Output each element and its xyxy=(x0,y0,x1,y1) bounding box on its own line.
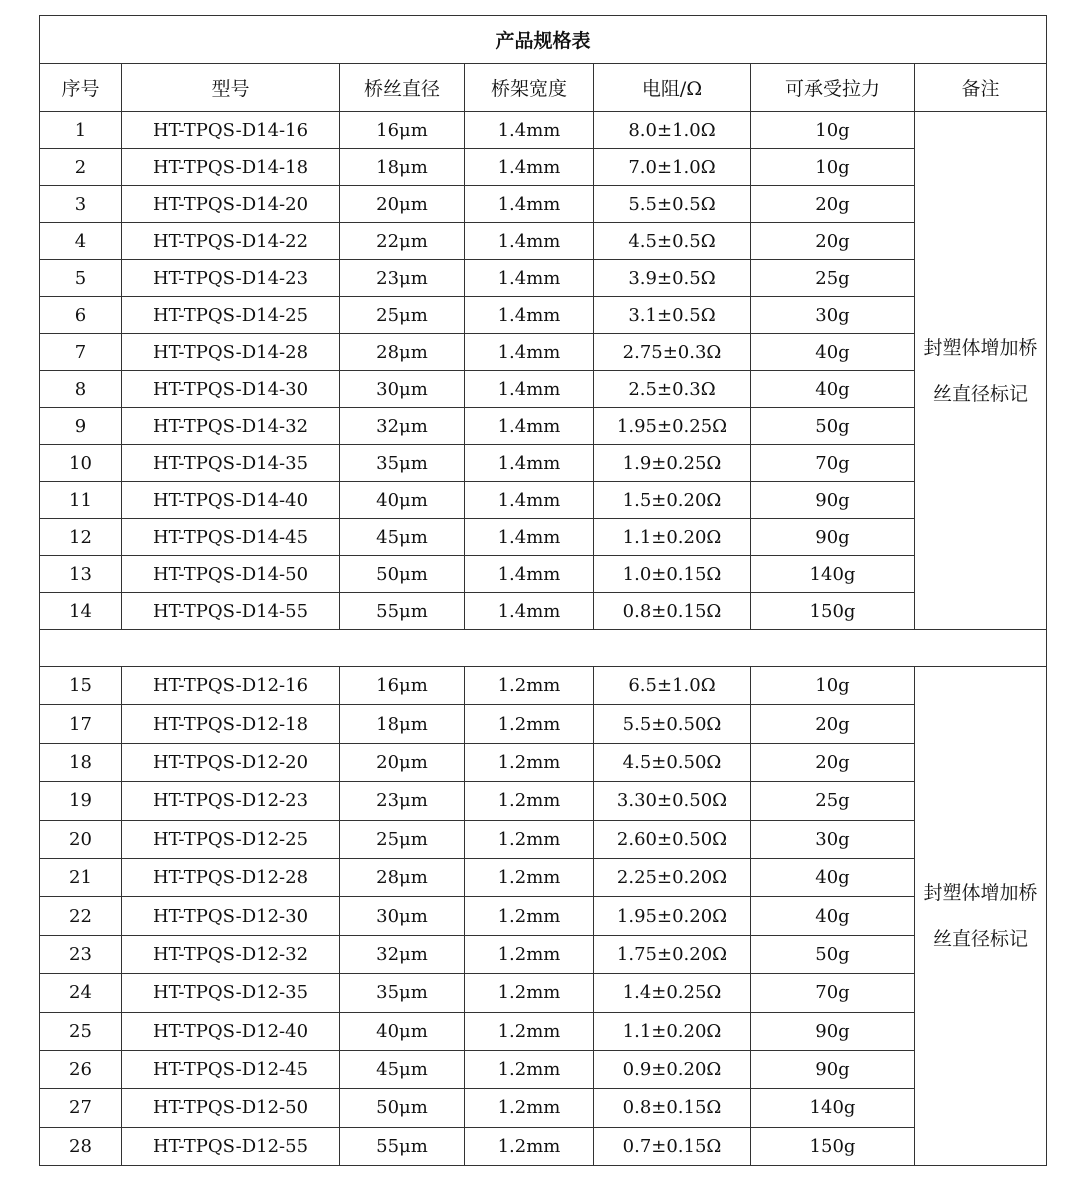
table-row xyxy=(40,935,1047,973)
cell-tensile: 20g xyxy=(751,743,915,781)
cell-model: HT-TPQS-D14-55 xyxy=(122,593,340,630)
cell-tensile: 25g xyxy=(751,260,915,297)
cell-model: HT-TPQS-D14-20 xyxy=(122,186,340,223)
table-row xyxy=(40,743,1047,781)
cell-wire-diameter: 45μm xyxy=(340,519,465,556)
header-wire-diameter: 桥丝直径 xyxy=(340,64,465,112)
cell-wire-diameter: 32μm xyxy=(340,935,465,973)
header-row xyxy=(40,64,1047,112)
table-row xyxy=(40,782,1047,820)
cell-tensile: 90g xyxy=(751,482,915,519)
cell-tensile: 40g xyxy=(751,858,915,896)
table-row xyxy=(40,149,1047,186)
cell-index: 12 xyxy=(40,519,122,556)
cell-tensile: 90g xyxy=(751,1050,915,1088)
cell-wire-diameter: 22μm xyxy=(340,223,465,260)
table-row xyxy=(40,1012,1047,1050)
table-row xyxy=(40,482,1047,519)
cell-resistance: 3.30±0.50Ω xyxy=(594,782,751,820)
remarks-cell: 封塑体增加桥丝直径标记 xyxy=(915,667,1047,1166)
cell-wire-diameter: 23μm xyxy=(340,782,465,820)
cell-index: 1 xyxy=(40,112,122,149)
cell-wire-diameter: 35μm xyxy=(340,445,465,482)
cell-wire-diameter: 40μm xyxy=(340,1012,465,1050)
cell-tensile: 25g xyxy=(751,782,915,820)
cell-tensile: 150g xyxy=(751,1127,915,1165)
cell-tensile: 20g xyxy=(751,186,915,223)
cell-bridge-width: 1.2mm xyxy=(465,974,594,1012)
cell-resistance: 1.0±0.15Ω xyxy=(594,556,751,593)
cell-bridge-width: 1.2mm xyxy=(465,782,594,820)
cell-resistance: 1.95±0.20Ω xyxy=(594,897,751,935)
cell-bridge-width: 1.4mm xyxy=(465,482,594,519)
cell-index: 22 xyxy=(40,897,122,935)
cell-index: 17 xyxy=(40,705,122,743)
table-row xyxy=(40,371,1047,408)
table-row xyxy=(40,858,1047,896)
cell-index: 27 xyxy=(40,1089,122,1127)
cell-model: HT-TPQS-D12-35 xyxy=(122,974,340,1012)
cell-tensile: 90g xyxy=(751,519,915,556)
spec-table xyxy=(39,15,1047,1166)
cell-bridge-width: 1.2mm xyxy=(465,1089,594,1127)
cell-bridge-width: 1.4mm xyxy=(465,556,594,593)
cell-wire-diameter: 32μm xyxy=(340,408,465,445)
cell-tensile: 20g xyxy=(751,705,915,743)
remarks-cell: 封塑体增加桥丝直径标记 xyxy=(915,112,1047,630)
cell-resistance: 1.1±0.20Ω xyxy=(594,519,751,556)
cell-bridge-width: 1.4mm xyxy=(465,371,594,408)
cell-resistance: 0.7±0.15Ω xyxy=(594,1127,751,1165)
cell-wire-diameter: 20μm xyxy=(340,186,465,223)
cell-tensile: 10g xyxy=(751,149,915,186)
table-row xyxy=(40,112,1047,149)
cell-resistance: 1.4±0.25Ω xyxy=(594,974,751,1012)
table-row xyxy=(40,593,1047,630)
cell-index: 14 xyxy=(40,593,122,630)
table-row xyxy=(40,223,1047,260)
cell-wire-diameter: 50μm xyxy=(340,556,465,593)
cell-wire-diameter: 28μm xyxy=(340,858,465,896)
table-row xyxy=(40,820,1047,858)
cell-wire-diameter: 16μm xyxy=(340,667,465,705)
cell-index: 13 xyxy=(40,556,122,593)
table-row xyxy=(40,297,1047,334)
cell-bridge-width: 1.4mm xyxy=(465,223,594,260)
cell-tensile: 50g xyxy=(751,408,915,445)
cell-wire-diameter: 50μm xyxy=(340,1089,465,1127)
cell-index: 28 xyxy=(40,1127,122,1165)
header-index: 序号 xyxy=(40,64,122,112)
cell-bridge-width: 1.2mm xyxy=(465,935,594,973)
table-row xyxy=(40,974,1047,1012)
cell-resistance: 0.9±0.20Ω xyxy=(594,1050,751,1088)
cell-model: HT-TPQS-D14-23 xyxy=(122,260,340,297)
cell-index: 15 xyxy=(40,667,122,705)
cell-model: HT-TPQS-D14-25 xyxy=(122,297,340,334)
cell-tensile: 40g xyxy=(751,334,915,371)
table-row xyxy=(40,705,1047,743)
cell-resistance: 2.75±0.3Ω xyxy=(594,334,751,371)
header-remarks: 备注 xyxy=(915,64,1047,112)
table-row xyxy=(40,897,1047,935)
cell-resistance: 4.5±0.50Ω xyxy=(594,743,751,781)
cell-tensile: 140g xyxy=(751,1089,915,1127)
cell-model: HT-TPQS-D14-40 xyxy=(122,482,340,519)
spacer-cell xyxy=(40,630,1047,667)
cell-bridge-width: 1.2mm xyxy=(465,858,594,896)
cell-index: 4 xyxy=(40,223,122,260)
table-row xyxy=(40,186,1047,223)
cell-model: HT-TPQS-D12-25 xyxy=(122,820,340,858)
cell-bridge-width: 1.4mm xyxy=(465,297,594,334)
cell-tensile: 70g xyxy=(751,445,915,482)
cell-model: HT-TPQS-D12-23 xyxy=(122,782,340,820)
cell-wire-diameter: 18μm xyxy=(340,149,465,186)
cell-tensile: 50g xyxy=(751,935,915,973)
cell-resistance: 1.5±0.20Ω xyxy=(594,482,751,519)
cell-index: 20 xyxy=(40,820,122,858)
cell-model: HT-TPQS-D14-30 xyxy=(122,371,340,408)
cell-resistance: 3.1±0.5Ω xyxy=(594,297,751,334)
cell-wire-diameter: 25μm xyxy=(340,297,465,334)
cell-tensile: 70g xyxy=(751,974,915,1012)
table-row xyxy=(40,1089,1047,1127)
cell-model: HT-TPQS-D12-50 xyxy=(122,1089,340,1127)
header-model: 型号 xyxy=(122,64,340,112)
cell-resistance: 3.9±0.5Ω xyxy=(594,260,751,297)
cell-resistance: 0.8±0.15Ω xyxy=(594,593,751,630)
cell-index: 19 xyxy=(40,782,122,820)
cell-model: HT-TPQS-D12-28 xyxy=(122,858,340,896)
cell-bridge-width: 1.4mm xyxy=(465,112,594,149)
cell-model: HT-TPQS-D14-45 xyxy=(122,519,340,556)
cell-model: HT-TPQS-D14-18 xyxy=(122,149,340,186)
table-row xyxy=(40,556,1047,593)
cell-wire-diameter: 35μm xyxy=(340,974,465,1012)
cell-model: HT-TPQS-D12-55 xyxy=(122,1127,340,1165)
table-row xyxy=(40,260,1047,297)
cell-index: 5 xyxy=(40,260,122,297)
cell-bridge-width: 1.2mm xyxy=(465,743,594,781)
cell-resistance: 1.1±0.20Ω xyxy=(594,1012,751,1050)
cell-resistance: 5.5±0.5Ω xyxy=(594,186,751,223)
cell-index: 9 xyxy=(40,408,122,445)
cell-resistance: 0.8±0.15Ω xyxy=(594,1089,751,1127)
cell-index: 8 xyxy=(40,371,122,408)
cell-bridge-width: 1.4mm xyxy=(465,260,594,297)
cell-index: 2 xyxy=(40,149,122,186)
header-tensile: 可承受拉力 xyxy=(751,64,915,112)
cell-bridge-width: 1.2mm xyxy=(465,705,594,743)
cell-index: 7 xyxy=(40,334,122,371)
cell-bridge-width: 1.4mm xyxy=(465,186,594,223)
cell-model: HT-TPQS-D12-32 xyxy=(122,935,340,973)
cell-index: 10 xyxy=(40,445,122,482)
spec-sheet xyxy=(39,15,1046,1166)
cell-bridge-width: 1.2mm xyxy=(465,897,594,935)
cell-wire-diameter: 16μm xyxy=(340,112,465,149)
cell-resistance: 1.75±0.20Ω xyxy=(594,935,751,973)
cell-model: HT-TPQS-D12-20 xyxy=(122,743,340,781)
header-resistance: 电阻/Ω xyxy=(594,64,751,112)
cell-bridge-width: 1.4mm xyxy=(465,149,594,186)
table-row xyxy=(40,1127,1047,1165)
cell-bridge-width: 1.2mm xyxy=(465,667,594,705)
cell-index: 3 xyxy=(40,186,122,223)
cell-wire-diameter: 55μm xyxy=(340,593,465,630)
cell-wire-diameter: 20μm xyxy=(340,743,465,781)
cell-model: HT-TPQS-D14-22 xyxy=(122,223,340,260)
cell-resistance: 5.5±0.50Ω xyxy=(594,705,751,743)
cell-wire-diameter: 23μm xyxy=(340,260,465,297)
cell-resistance: 1.95±0.25Ω xyxy=(594,408,751,445)
cell-wire-diameter: 28μm xyxy=(340,334,465,371)
cell-index: 25 xyxy=(40,1012,122,1050)
cell-resistance: 2.60±0.50Ω xyxy=(594,820,751,858)
cell-model: HT-TPQS-D12-45 xyxy=(122,1050,340,1088)
cell-bridge-width: 1.4mm xyxy=(465,408,594,445)
cell-model: HT-TPQS-D14-50 xyxy=(122,556,340,593)
cell-resistance: 4.5±0.5Ω xyxy=(594,223,751,260)
cell-index: 18 xyxy=(40,743,122,781)
cell-index: 6 xyxy=(40,297,122,334)
cell-index: 24 xyxy=(40,974,122,1012)
header-bridge-width: 桥架宽度 xyxy=(465,64,594,112)
cell-bridge-width: 1.4mm xyxy=(465,519,594,556)
cell-wire-diameter: 30μm xyxy=(340,371,465,408)
table-row xyxy=(40,445,1047,482)
cell-model: HT-TPQS-D12-18 xyxy=(122,705,340,743)
cell-tensile: 150g xyxy=(751,593,915,630)
table-row xyxy=(40,1050,1047,1088)
table-row xyxy=(40,667,1047,705)
cell-model: HT-TPQS-D14-35 xyxy=(122,445,340,482)
cell-tensile: 30g xyxy=(751,297,915,334)
table-row xyxy=(40,334,1047,371)
cell-tensile: 10g xyxy=(751,667,915,705)
cell-tensile: 30g xyxy=(751,820,915,858)
cell-bridge-width: 1.4mm xyxy=(465,593,594,630)
cell-tensile: 90g xyxy=(751,1012,915,1050)
table-title: 产品规格表 xyxy=(40,16,1047,64)
cell-model: HT-TPQS-D14-32 xyxy=(122,408,340,445)
cell-bridge-width: 1.2mm xyxy=(465,1012,594,1050)
cell-wire-diameter: 25μm xyxy=(340,820,465,858)
cell-index: 11 xyxy=(40,482,122,519)
cell-wire-diameter: 45μm xyxy=(340,1050,465,1088)
cell-index: 26 xyxy=(40,1050,122,1088)
cell-bridge-width: 1.2mm xyxy=(465,1050,594,1088)
cell-resistance: 7.0±1.0Ω xyxy=(594,149,751,186)
cell-resistance: 6.5±1.0Ω xyxy=(594,667,751,705)
cell-wire-diameter: 55μm xyxy=(340,1127,465,1165)
cell-tensile: 10g xyxy=(751,112,915,149)
cell-wire-diameter: 30μm xyxy=(340,897,465,935)
cell-model: HT-TPQS-D14-28 xyxy=(122,334,340,371)
cell-wire-diameter: 18μm xyxy=(340,705,465,743)
cell-model: HT-TPQS-D12-40 xyxy=(122,1012,340,1050)
cell-bridge-width: 1.2mm xyxy=(465,1127,594,1165)
table-row xyxy=(40,408,1047,445)
cell-tensile: 40g xyxy=(751,897,915,935)
cell-tensile: 20g xyxy=(751,223,915,260)
cell-model: HT-TPQS-D12-16 xyxy=(122,667,340,705)
cell-index: 23 xyxy=(40,935,122,973)
cell-tensile: 140g xyxy=(751,556,915,593)
cell-bridge-width: 1.4mm xyxy=(465,334,594,371)
cell-tensile: 40g xyxy=(751,371,915,408)
cell-index: 21 xyxy=(40,858,122,896)
cell-bridge-width: 1.2mm xyxy=(465,820,594,858)
cell-resistance: 1.9±0.25Ω xyxy=(594,445,751,482)
spacer-row xyxy=(40,630,1047,667)
cell-bridge-width: 1.4mm xyxy=(465,445,594,482)
cell-resistance: 8.0±1.0Ω xyxy=(594,112,751,149)
cell-resistance: 2.25±0.20Ω xyxy=(594,858,751,896)
cell-model: HT-TPQS-D14-16 xyxy=(122,112,340,149)
cell-resistance: 2.5±0.3Ω xyxy=(594,371,751,408)
cell-wire-diameter: 40μm xyxy=(340,482,465,519)
cell-model: HT-TPQS-D12-30 xyxy=(122,897,340,935)
table-row xyxy=(40,519,1047,556)
